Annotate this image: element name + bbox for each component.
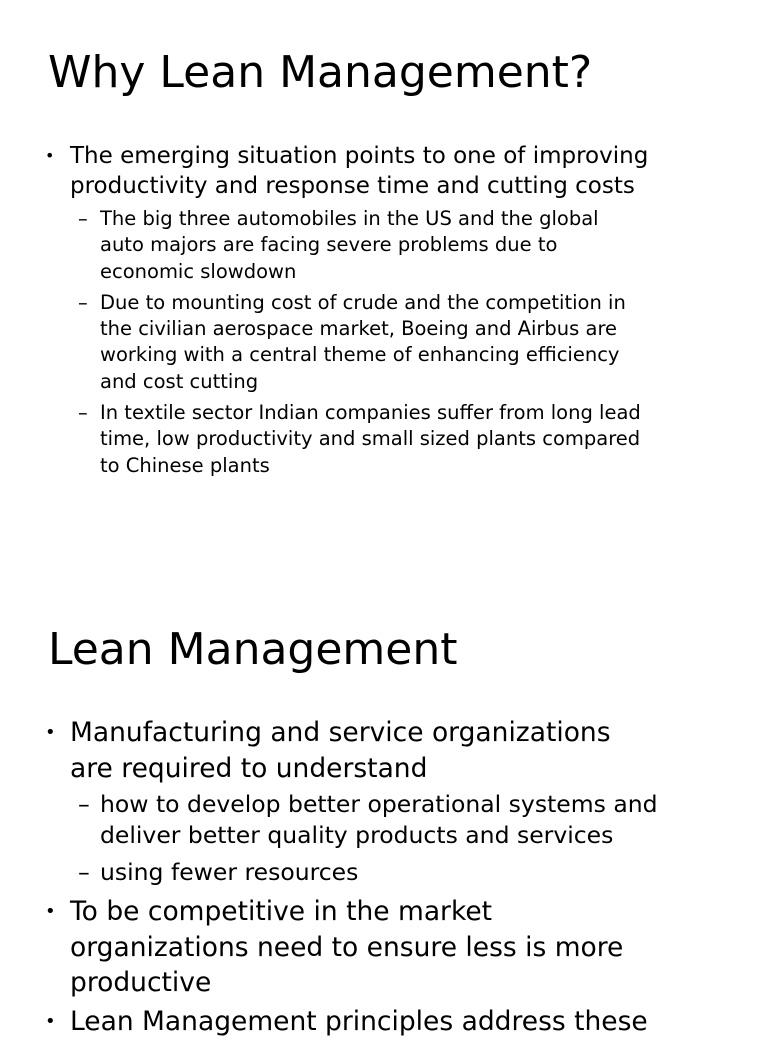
- dash-icon: –: [78, 401, 88, 425]
- bullet-item: [0, 894, 768, 1001]
- bullet-dot-icon: •: [45, 722, 56, 743]
- sub-bullet-text-line: In textile sector Indian companies suffer from long lead: [100, 401, 641, 425]
- sub-bullet-text-line: The big three automobiles in the US and the global: [100, 207, 599, 230]
- sub-bullet-text-line: auto majors are facing severe problems due to: [100, 233, 558, 257]
- bullet-dot-icon: •: [45, 146, 55, 165]
- bullet-dot-icon: •: [45, 1010, 56, 1032]
- slide-title: Lean Management: [48, 624, 458, 675]
- bullet-text-line: productivity and response time and cutting costs: [70, 173, 635, 199]
- bullet-text-line: organizations need to ensure less is more: [70, 931, 624, 963]
- bullet-item: [0, 141, 768, 201]
- sub-bullet-item: [0, 857, 768, 888]
- sub-bullet-text-line: and cost cutting: [100, 369, 259, 393]
- bullet-text-line: To be competitive in the market: [70, 896, 493, 927]
- slide-why-lean-management: [0, 0, 768, 512]
- dash-icon: –: [78, 207, 88, 230]
- sub-bullet-text-line: to Chinese plants: [100, 453, 270, 477]
- sub-bullet-text-line: deliver better quality products and services: [100, 821, 614, 849]
- dash-icon: –: [78, 290, 88, 314]
- bullet-text-line: are required to understand: [70, 752, 428, 784]
- bullet-text-line: The emerging situation points to one of improving: [70, 143, 649, 169]
- sub-bullet-text-line: working with a central theme of enhancing efficiency: [100, 343, 620, 367]
- bullet-text-line: Lean Management principles address these: [70, 1005, 648, 1037]
- sub-bullet-text-line: how to develop better operational systems and: [100, 790, 658, 818]
- sub-bullet-item: [0, 789, 768, 851]
- bullet-text-line: productive: [70, 967, 212, 998]
- bullet-item: [0, 1004, 768, 1040]
- dash-icon: –: [78, 858, 90, 886]
- sub-bullet-text-line: Due to mounting cost of crude and the competition in: [100, 290, 626, 314]
- sub-bullet-text-line: time, low productivity and small sized plants compared: [100, 427, 641, 451]
- sub-bullet-text-line: the civilian aerospace market, Boeing and Airbus are: [100, 317, 618, 341]
- bullet-list: [0, 141, 768, 484]
- dash-icon: –: [78, 790, 90, 818]
- bullet-text-line: Manufacturing and service organizations: [70, 717, 611, 748]
- bullet-dot-icon: •: [45, 901, 56, 922]
- sub-bullet-text-line: using fewer resources: [100, 858, 359, 886]
- bullet-list: [0, 715, 768, 1042]
- slide-lean-management: [0, 512, 768, 1037]
- sub-bullet-item: [0, 206, 768, 285]
- sub-bullet-item: [0, 400, 768, 479]
- sub-bullet-item: [0, 290, 768, 395]
- bullet-item: [0, 715, 768, 786]
- slide-title: Why Lean Management?: [48, 47, 593, 98]
- sub-bullet-text-line: economic slowdown: [100, 259, 297, 283]
